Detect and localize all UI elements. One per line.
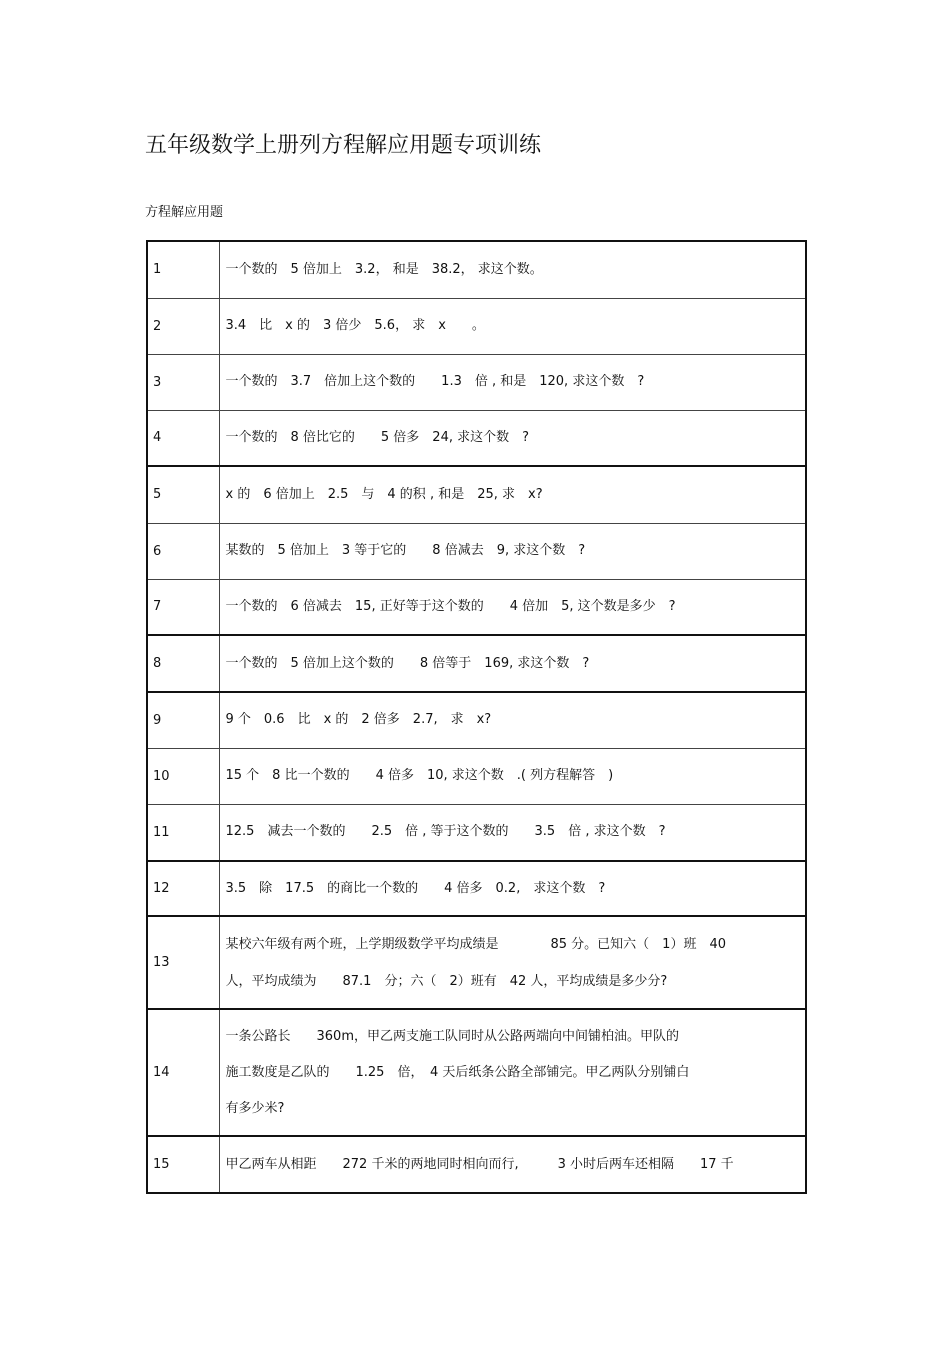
problem-text-line: 一个数的 6 倍减去 15, 正好等于这个数的 4 倍加 5, 这个数是多少 ? (225, 598, 676, 614)
problem-number: 2 (147, 298, 219, 354)
problem-text-line: 12.5 减去一个数的 2.5 倍 , 等于这个数的 3.5 倍 , 求这个数 ? (225, 824, 666, 840)
problem-text-line: 一条公路长 360m，甲乙两支施工队同时从公路两端向中间铺柏油。甲队的 (225, 1028, 679, 1044)
problem-text-line: 3.5 除 17.5 的商比一个数的 4 倍多 0.2, 求这个数 ? (225, 880, 606, 896)
problem-row (147, 1009, 806, 1136)
problem-text-line: 某校六年级有两个班，上学期级数学平均成绩是 85 分。已知六（ 1）班 40 (225, 936, 726, 952)
problem-text-line: 人，平均成绩为 87.1 分；六（ 2）班有 42 人，平均成绩是多少分? (225, 973, 668, 989)
problem-number: 1 (147, 241, 219, 298)
problem-row (147, 241, 806, 298)
problem-number: 3 (147, 354, 219, 410)
problem-number: 15 (147, 1136, 219, 1193)
problem-number: 5 (147, 466, 219, 523)
problem-number: 14 (147, 1009, 219, 1136)
problem-row (147, 916, 806, 1009)
problem-row (147, 466, 806, 523)
problem-row (147, 298, 806, 354)
problem-row (147, 748, 806, 804)
problem-text (219, 241, 806, 298)
document-title: 五年级数学上册列方程解应用题专项训练 (145, 133, 542, 158)
problem-text (219, 916, 806, 1009)
problem-text (219, 410, 806, 466)
problem-text-line: 3.4 比 x 的 3 倍少 5.6， 求 x 。 (225, 318, 485, 333)
problem-row (147, 354, 806, 410)
problem-row (147, 523, 806, 579)
problem-text-line: 15 个 8 比一个数的 4 倍多 10, 求这个数 .( 列方程解答 ) (225, 768, 614, 783)
problem-row (147, 692, 806, 748)
problem-row (147, 1136, 806, 1193)
problem-text (219, 1009, 806, 1136)
problem-row (147, 861, 806, 916)
problem-row (147, 410, 806, 466)
problem-number: 10 (147, 748, 219, 804)
problem-number: 7 (147, 579, 219, 635)
problem-text-line: 施工数度是乙队的 1.25 倍， 4 天后纸条公路全部铺完。甲乙两队分别铺白 (225, 1064, 690, 1080)
problems-table-body (147, 241, 806, 1193)
problem-row (147, 635, 806, 692)
problem-number: 11 (147, 804, 219, 861)
problem-text (219, 635, 806, 692)
problem-text (219, 748, 806, 804)
problem-number: 13 (147, 916, 219, 1009)
problem-text (219, 861, 806, 916)
problem-row (147, 579, 806, 635)
problem-text-line: 某数的 5 倍加上 3 等于它的 8 倍减去 9, 求这个数 ? (225, 543, 586, 558)
problem-number: 8 (147, 635, 219, 692)
problem-text (219, 579, 806, 635)
problem-text-line: x 的 6 倍加上 2.5 与 4 的积 , 和是 25, 求 x? (225, 486, 543, 502)
problem-text-line: 甲乙两车从相距 272 千米的两地同时相向而行, 3 小时后两车还相隔 17 千 (225, 1156, 734, 1172)
problem-text-line: 9 个 0.6 比 x 的 2 倍多 2.7, 求 x? (225, 712, 492, 728)
problem-text (219, 523, 806, 579)
problem-text-line: 有多少米? (225, 1100, 285, 1116)
problem-text (219, 804, 806, 861)
problem-number: 4 (147, 410, 219, 466)
problem-text-line: 一个数的 8 倍比它的 5 倍多 24, 求这个数 ? (225, 429, 530, 445)
problem-text (219, 298, 806, 354)
problem-number: 12 (147, 861, 219, 916)
problem-text-line: 一个数的 3.7 倍加上这个数的 1.3 倍 , 和是 120, 求这个数 ? (225, 374, 645, 389)
problem-text (219, 1136, 806, 1193)
problems-table (146, 240, 807, 1194)
problem-text (219, 354, 806, 410)
problem-number: 6 (147, 523, 219, 579)
problem-number: 9 (147, 692, 219, 748)
problem-row (147, 804, 806, 861)
problem-text (219, 692, 806, 748)
problem-text-line: 一个数的 5 倍加上 3.2， 和是 38.2， 求这个数。 (225, 261, 543, 277)
problem-text (219, 466, 806, 523)
problem-text-line: 一个数的 5 倍加上这个数的 8 倍等于 169, 求这个数 ? (225, 655, 590, 671)
document-subtitle: 方程解应用题 (145, 205, 224, 220)
